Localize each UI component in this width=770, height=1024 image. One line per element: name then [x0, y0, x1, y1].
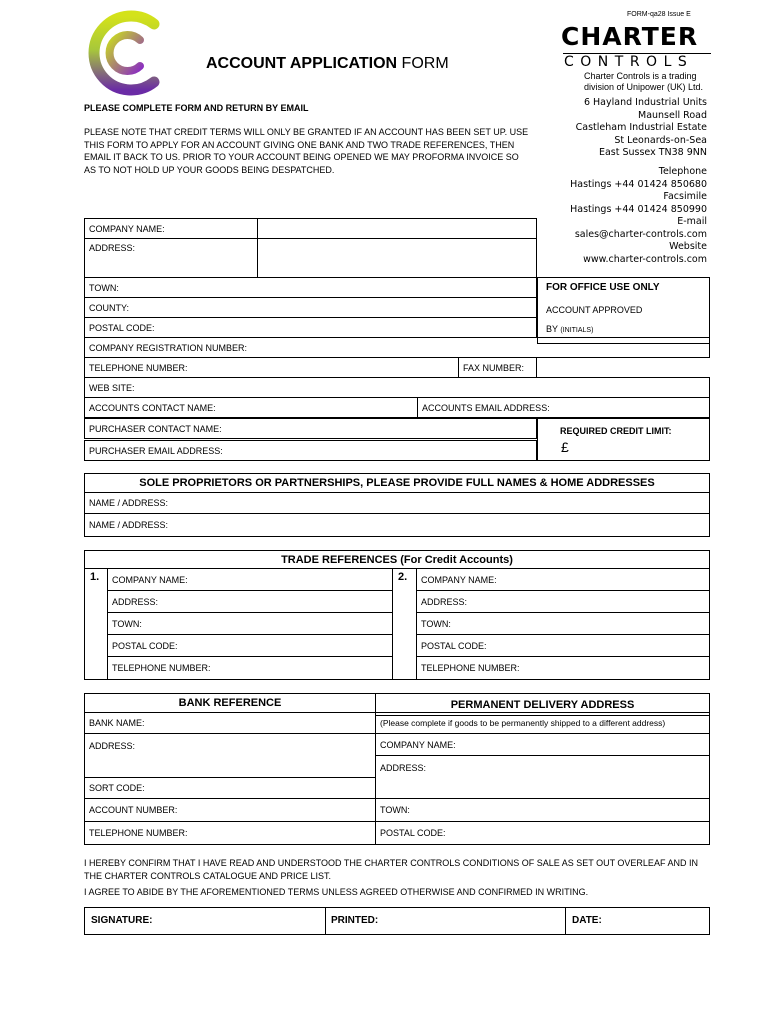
confirm-text — [84, 857, 698, 882]
note-line: THIS FORM TO APPLY FOR AN ACCOUNT GIVING ONE BANK AND TWO TRADE REFERENCES, THEN — [84, 139, 515, 150]
trade1-town-field[interactable] — [107, 612, 393, 635]
brand-charter: CHARTER — [561, 22, 699, 51]
fax-number: Hastings +44 01424 850990 — [570, 203, 707, 215]
delivery-address-label: ADDRESS: — [380, 763, 427, 773]
company-name-field[interactable] — [257, 218, 537, 239]
bank-name-field[interactable] — [84, 712, 376, 734]
company-name-label: COMPANY NAME: — [89, 223, 165, 234]
date-field[interactable] — [565, 907, 710, 935]
division-line: Charter Controls is a trading — [584, 71, 697, 81]
division-text — [584, 71, 703, 93]
initials-label: (INITIALS) — [560, 327, 594, 334]
charter-logo-icon — [84, 10, 164, 96]
delivery-postal-field[interactable] — [375, 821, 710, 845]
town-field[interactable] — [84, 277, 537, 298]
signature-label: SIGNATURE: — [91, 915, 153, 926]
contact-label: Website — [669, 241, 707, 252]
sole-name-address-1[interactable] — [84, 492, 710, 514]
delivery-town-label: TOWN: — [380, 805, 410, 815]
address-line: 6 Hayland Industrial Units — [583, 97, 707, 108]
currency-symbol: £ — [561, 439, 569, 455]
sort-code-label: SORT CODE: — [89, 783, 145, 793]
division-line: division of Unipower (UK) Ltd. — [584, 82, 704, 92]
printed-field[interactable] — [325, 907, 566, 935]
delivery-title-text: PERMANENT DELIVERY ADDRESS — [450, 698, 635, 711]
delivery-note-text: (Please complete if goods to be permanently shipped to a different address) — [380, 718, 666, 728]
page-title-rest: FORM — [397, 55, 449, 72]
bank-address-field[interactable] — [84, 733, 376, 778]
approved-by-label — [546, 324, 593, 334]
accounts-contact-field[interactable] — [84, 397, 418, 418]
accounts-email-field[interactable] — [417, 397, 710, 418]
website-label: WEB SITE: — [89, 382, 135, 393]
delivery-postal-label: POSTAL CODE: — [380, 828, 446, 838]
trade-num-1: 1. — [90, 571, 100, 583]
instruction-text: PLEASE COMPLETE FORM AND RETURN BY EMAIL — [84, 103, 309, 113]
date-label: DATE: — [572, 915, 602, 926]
bank-name-label: BANK NAME: — [89, 718, 145, 728]
website-link[interactable]: www.charter-controls.com — [583, 253, 707, 265]
address-line: Maunsell Road — [638, 109, 707, 121]
bank-title-text: BANK REFERENCE — [178, 697, 282, 709]
note-line: AS TO NOT HOLD UP YOUR GOODS BEING DESPATCHED. — [84, 164, 335, 175]
confirm-line: THE CHARTER CONTROLS CATALOGUE AND PRICE LIST. — [84, 870, 332, 881]
trade2-town-field[interactable] — [416, 612, 710, 635]
bank-telephone-label: TELEPHONE NUMBER: — [89, 828, 188, 838]
postal-code-label: POSTAL CODE: — [89, 322, 155, 333]
trade1-postal-field[interactable] — [107, 634, 393, 657]
email-link[interactable]: sales@charter-controls.com — [574, 228, 707, 240]
page-title-bold: ACCOUNT APPLICATION — [206, 55, 398, 72]
telephone-field[interactable] — [84, 357, 459, 378]
sole-name-address-2[interactable] — [84, 513, 710, 537]
contact-label: Telephone — [658, 166, 707, 177]
trade1-telephone-field[interactable] — [107, 656, 393, 680]
trade1-town-label: TOWN: — [112, 618, 142, 629]
agree-text: I AGREE TO ABIDE BY THE AFOREMENTIONED TERMS UNLESS AGREED OTHERWISE AND CONFIRMED IN WRITING. — [84, 887, 589, 897]
delivery-company-label: COMPANY NAME: — [380, 739, 456, 750]
company-name-row — [84, 218, 258, 239]
delivery-company-field[interactable] — [375, 733, 710, 756]
accounts-email-label: ACCOUNTS EMAIL ADDRESS: — [422, 402, 550, 413]
trade2-address-label: ADDRESS: — [421, 596, 468, 607]
fax-label: FAX NUMBER: — [463, 362, 525, 373]
printed-label: PRINTED: — [331, 915, 379, 926]
contact-label: E-mail — [677, 216, 707, 227]
trade1-postal-label: POSTAL CODE: — [112, 640, 178, 651]
bank-reference-title — [84, 693, 376, 713]
telephone-label: TELEPHONE NUMBER: — [89, 362, 188, 373]
note-line: EMAIL IT BACK TO US. PRIOR TO YOUR ACCOUNT BEING OPENED WE MAY PROFORMA INVOICE SO — [84, 152, 519, 162]
trade1-company-field[interactable] — [107, 568, 393, 591]
reg-number-label: COMPANY REGISTRATION NUMBER: — [89, 342, 248, 353]
address-label: ADDRESS: — [89, 243, 136, 253]
trade2-company-label: COMPANY NAME: — [421, 574, 497, 585]
postal-code-field[interactable] — [84, 317, 537, 338]
page-title — [206, 55, 449, 73]
account-approved-label: ACCOUNT APPROVED — [546, 305, 643, 315]
purchaser-email-field[interactable] — [84, 440, 537, 461]
address-line: East Sussex TN38 9NN — [598, 147, 707, 158]
trade1-company-label: COMPANY NAME: — [112, 574, 188, 585]
purchaser-contact-field[interactable] — [84, 418, 537, 439]
intro-note — [84, 126, 528, 176]
county-field[interactable] — [84, 297, 537, 318]
fax-field[interactable] — [458, 357, 537, 378]
accounts-contact-label: ACCOUNTS CONTACT NAME: — [89, 402, 216, 413]
website-field[interactable] — [84, 377, 710, 398]
confirm-line: I HEREBY CONFIRM THAT I HAVE READ AND UNDERSTOOD THE CHARTER CONTROLS CONDITIONS OF SALE AS SET OUT OVERLEAF AND IN — [84, 858, 698, 868]
office-use-title: FOR OFFICE USE ONLY — [546, 282, 660, 293]
trade2-town-label: TOWN: — [421, 618, 451, 629]
credit-limit-label: REQUIRED CREDIT LIMIT: — [560, 426, 672, 436]
trade1-telephone-label: TELEPHONE NUMBER: — [112, 663, 211, 673]
sole-proprietors-title — [84, 473, 710, 493]
bank-sort-code-field[interactable] — [84, 777, 376, 799]
account-number-label: ACCOUNT NUMBER: — [89, 805, 178, 815]
signature-field[interactable] — [84, 907, 326, 935]
note-line: PLEASE NOTE THAT CREDIT TERMS WILL ONLY BE GRANTED IF AN ACCOUNT HAS BEEN SET UP. USE — [84, 127, 529, 137]
trade-num-1-cell — [84, 568, 108, 680]
trade1-address-field[interactable] — [107, 590, 393, 613]
trade2-company-field[interactable] — [416, 568, 710, 591]
address-field[interactable] — [257, 238, 537, 278]
trade2-postal-label: POSTAL CODE: — [421, 640, 487, 651]
bank-account-number-field[interactable] — [84, 798, 376, 822]
purchaser-contact-label: PURCHASER CONTACT NAME: — [89, 423, 222, 434]
trade2-postal-field[interactable] — [416, 634, 710, 657]
delivery-town-field[interactable] — [375, 798, 710, 822]
trade-title-text: TRADE REFERENCES (For Credit Accounts) — [281, 553, 513, 566]
brand-controls: CONTROLS — [564, 54, 694, 70]
trade-references-title — [84, 550, 710, 569]
delivery-note-row — [375, 712, 710, 734]
trade1-address-label: ADDRESS: — [112, 596, 159, 607]
address-row — [84, 238, 258, 278]
form-code: FORM-qa28 Issue E — [627, 11, 691, 18]
by-label: BY — [546, 324, 558, 334]
contact-label: Facsimile — [663, 191, 707, 202]
purchaser-email-label: PURCHASER EMAIL ADDRESS: — [89, 445, 223, 456]
sole-row2-label: NAME / ADDRESS: — [89, 520, 169, 530]
company-address — [576, 97, 707, 160]
trade2-telephone-label: TELEPHONE NUMBER: — [421, 663, 520, 673]
trade2-address-field[interactable] — [416, 590, 710, 613]
delivery-address-field[interactable] — [375, 755, 710, 799]
town-label: TOWN: — [89, 282, 119, 293]
trade2-telephone-field[interactable] — [416, 656, 710, 680]
address-line: St Leonards-on-Sea — [614, 134, 707, 146]
telephone-number: Hastings +44 01424 850680 — [570, 178, 707, 190]
address-line: Castleham Industrial Estate — [575, 122, 707, 133]
bank-address-label: ADDRESS: — [89, 741, 136, 751]
bank-telephone-field[interactable] — [84, 821, 376, 845]
sole-row1-label: NAME / ADDRESS: — [89, 498, 169, 508]
contact-block — [570, 166, 707, 266]
trade-num-2: 2. — [398, 571, 408, 583]
trade-num-2-cell — [392, 568, 417, 680]
sole-title-text: SOLE PROPRIETORS OR PARTNERSHIPS, PLEASE PROVIDE FULL NAMES & HOME ADDRESSES — [139, 477, 655, 489]
county-label: COUNTY: — [89, 302, 130, 313]
